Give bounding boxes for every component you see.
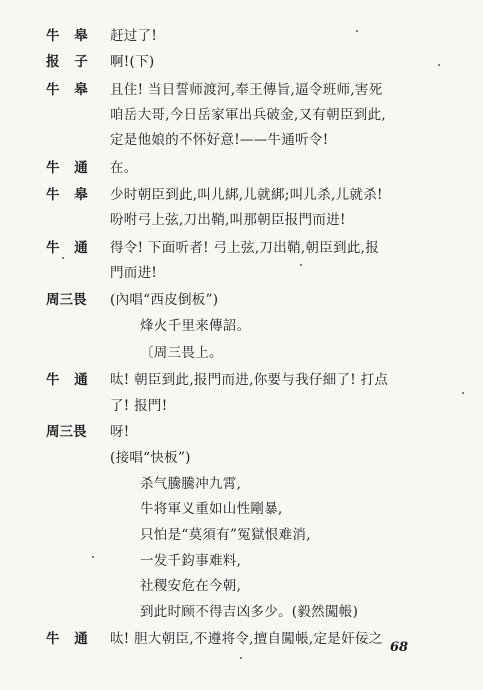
scan-speck (240, 657, 242, 659)
scan-speck (438, 64, 440, 66)
speaker-name: 周三畏 (46, 292, 87, 308)
scan-speck (62, 257, 64, 259)
line-text: 且住! 当日誓师渡河,奉王傳旨,逼令班师,害死 (110, 82, 383, 98)
line-text: 定是他娘的不怀好意!——牛通听令! (110, 132, 329, 148)
line-text: 牛将軍义重如山性剛暴, (140, 501, 283, 517)
line-text: 到此时顾不得吉凶多少。(毅然闖帳) (140, 604, 359, 620)
line-text: (接唱“快板”) (110, 450, 191, 466)
speaker-name: 牛 通 (46, 160, 93, 176)
line-text: 門而进! (110, 265, 158, 281)
line-text: 赶过了! (110, 28, 158, 44)
line-text: 呔! 胆大朝臣,不遵将令,擅自闖帳,定是奸佞之 (110, 631, 383, 647)
scan-speck (462, 392, 464, 394)
speaker-name: 牛 皋 (46, 82, 93, 98)
line-text: 啊!(下) (110, 54, 155, 70)
line-text: (內唱“西皮倒板”) (110, 292, 219, 308)
line-text: 只怕是“莫須有”冤獄恨难消, (140, 527, 311, 543)
scan-speck (300, 264, 302, 266)
line-text: 一发千鈞事难料, (140, 553, 242, 569)
scan-speck (356, 30, 358, 32)
speaker-name: 牛 皋 (46, 187, 93, 203)
speaker-name: 牛 通 (46, 631, 93, 647)
line-text: 咱岳大哥,今日岳家軍出兵破金,又有朝臣到此, (110, 107, 386, 123)
line-text: 得令! 下面听者! 弓上弦,刀出鞘,朝臣到此,报 (110, 240, 380, 256)
line-text: 了! 报門! (110, 398, 168, 414)
speaker-name: 牛 皋 (46, 28, 93, 44)
line-text: 社稷安危在今朝, (140, 578, 242, 594)
speaker-name: 报 子 (46, 54, 93, 70)
scan-speck (92, 556, 94, 558)
page-number: 68 (390, 640, 409, 655)
line-text: 少时朝臣到此,叫儿綁,儿就綁;叫儿杀,儿就杀! (110, 187, 383, 203)
line-text: 在。 (110, 160, 138, 176)
speaker-name: 牛 通 (46, 372, 93, 388)
line-text: 呀! (110, 424, 130, 440)
speaker-name: 牛 通 (46, 240, 93, 256)
line-text: 〔周三畏上。 (140, 345, 223, 361)
speaker-name: 周三畏 (46, 424, 87, 440)
line-text: 呔! 朝臣到此,报門而进,你要与我仔細了! 打点 (110, 372, 389, 388)
line-text: 烽火千里来傳詔。 (140, 318, 251, 334)
line-text: 吩咐弓上弦,刀出鞘,叫那朝臣报門而进! (110, 212, 346, 228)
line-text: 杀气騰騰冲九霄, (140, 476, 242, 492)
